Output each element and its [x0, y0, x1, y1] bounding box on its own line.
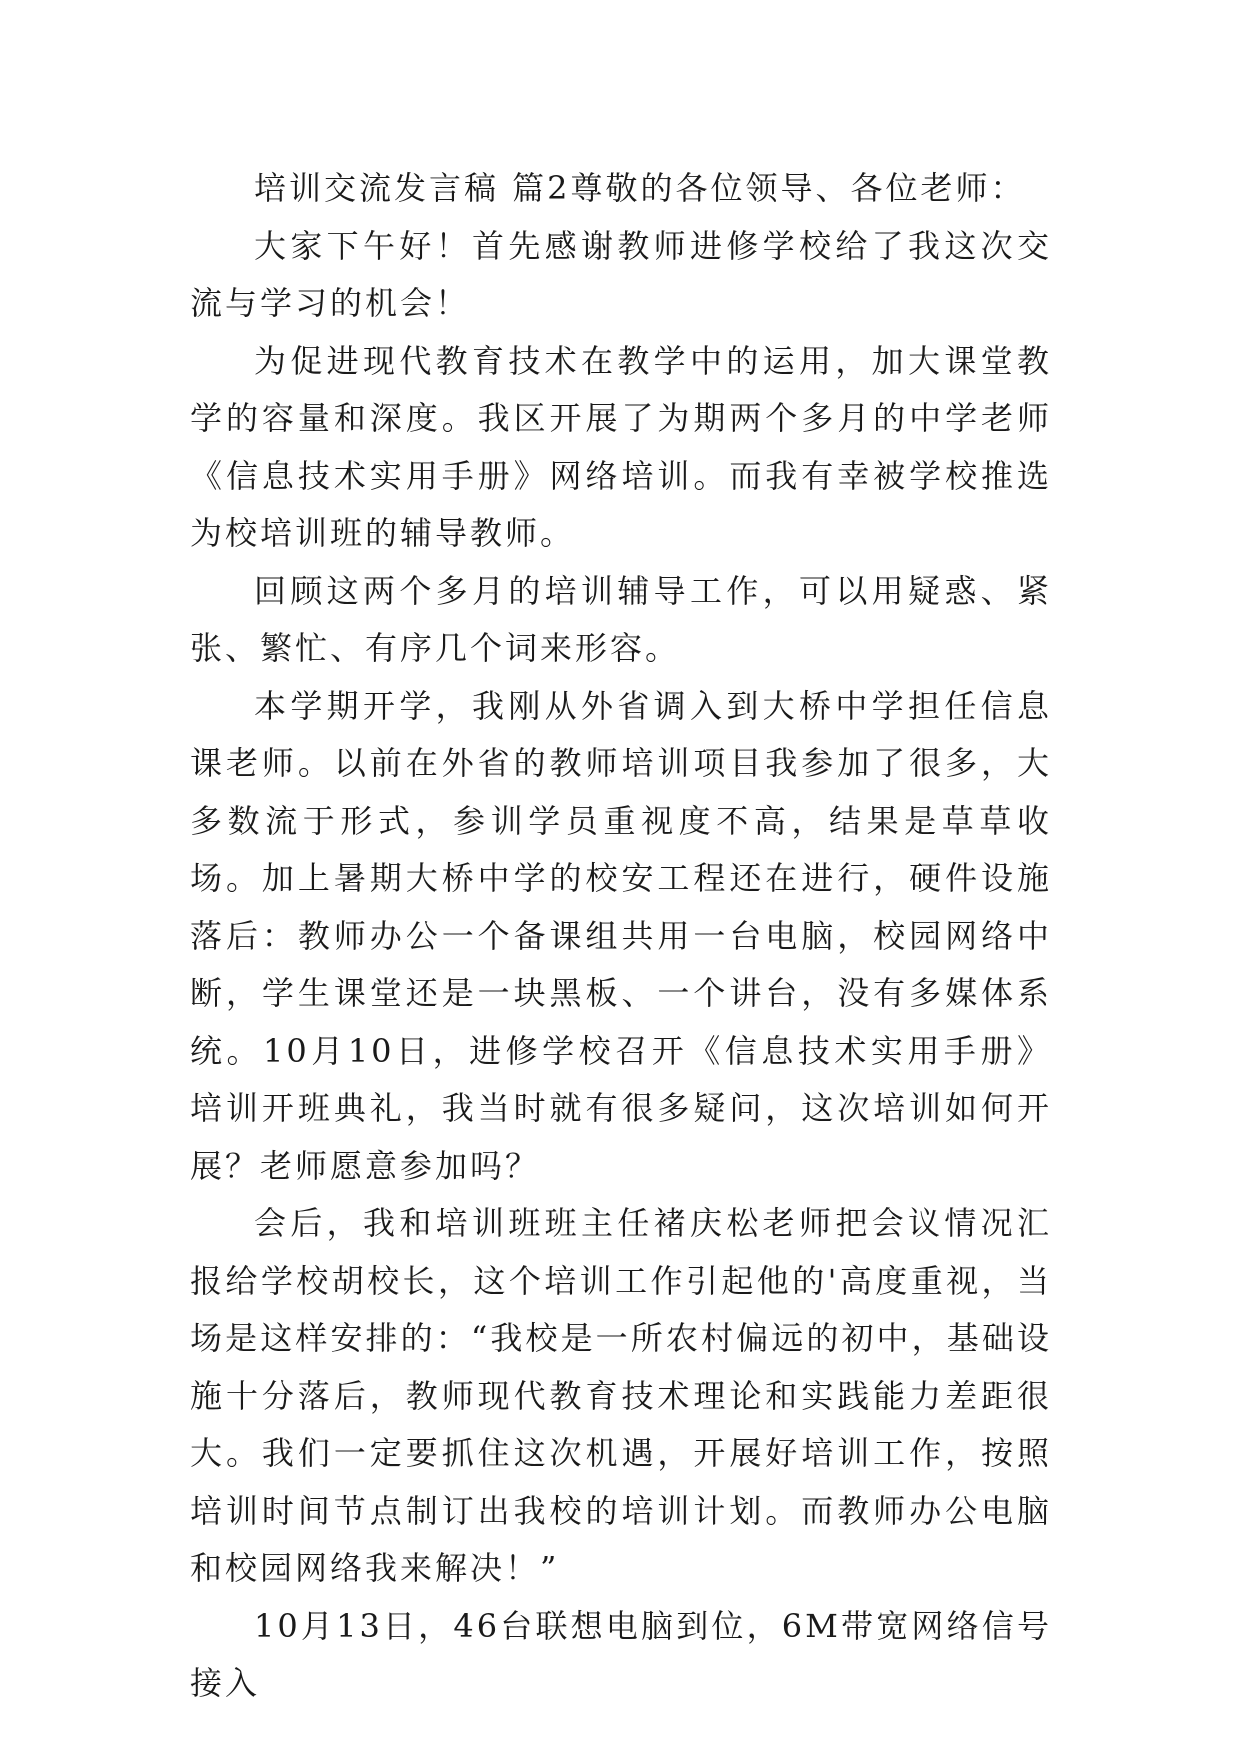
- paragraph-background: 本学期开学，我刚从外省调入到大桥中学担任信息课老师。以前在外省的教师培训项目我参加了很多，大多数流于形式，参训学员重视度不高，结果是草草收场。加上暑期大桥中学的校安工程还在进行，硬件设施落后：教师办公一个备课组共用一台电脑，校园网络中断，学生课堂还是一块黑板、一个讲台，没有多媒体系统。10月10日，进修学校召开《信息技术实用手册》培训开班典礼，我当时就有很多疑问，这次培训如何开展？老师愿意参加吗？: [190, 686, 1052, 1185]
- document-title: 培训交流发言稿 篇2尊敬的各位领导、各位老师：: [254, 169, 1026, 207]
- paragraph-meeting: 会后，我和培训班班主任褚庆松老师把会议情况汇报给学校胡校长，这个培训工作引起他的'高度重视，当场是这样安排的：“我校是一所农村偏远的初中，基础设施十分落后，教师现代教育技术理论和实践能力差距很大。我们一定要抓住这次机遇，开展好培训工作，按照培训时间节点制订出我校的培训计划。而教师办公电脑和校园网络我来解决！”: [190, 1204, 1052, 1587]
- paragraph-review: 回顾这两个多月的培训辅导工作，可以用疑惑、紧张、繁忙、有序几个词来形容。: [190, 571, 1052, 667]
- paragraph-purpose: 为促进现代教育技术在教学中的运用，加大课堂教学的容量和深度。我区开展了为期两个多月的中学老师《信息技术实用手册》网络培训。而我有幸被学校推选为校培训班的辅导教师。: [190, 341, 1052, 552]
- paragraph-greeting: 大家下午好！首先感谢教师进修学校给了我这次交流与学习的机会！: [190, 226, 1052, 322]
- paragraph-equipment: 10月13日，46台联想电脑到位，6M带宽网络信号接入: [190, 1606, 1052, 1702]
- document-body: [190, 160, 1052, 1713]
